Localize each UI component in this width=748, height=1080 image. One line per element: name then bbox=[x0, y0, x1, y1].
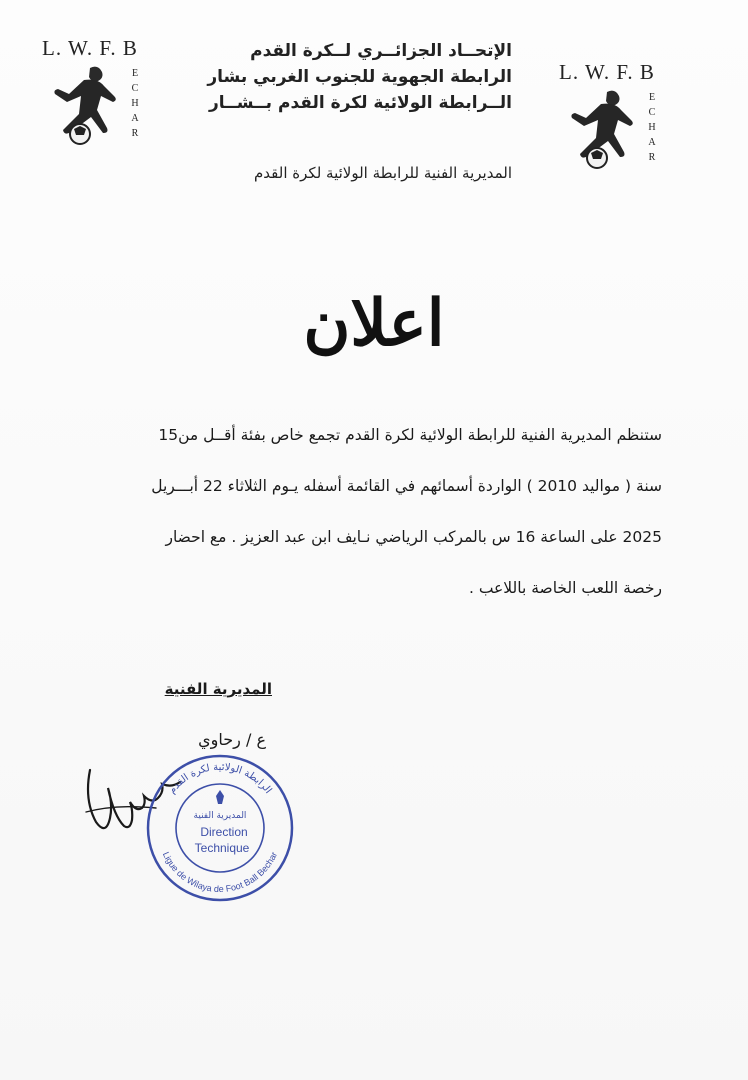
federation-name: الإتحــاد الجزائــري لــكرة القدم bbox=[250, 41, 512, 61]
announcement-body bbox=[70, 410, 662, 614]
stamp-outer-text: الرابطة الولائية لكرة القدم bbox=[166, 761, 274, 796]
signatory-name: ع / رحاوي bbox=[198, 730, 266, 749]
logo-title: L. W. F. B bbox=[559, 60, 655, 84]
logo-letter: H bbox=[648, 122, 656, 133]
stamp-inner-line1: Direction bbox=[200, 825, 248, 839]
regional-league-name: الرابطة الجهوية للجنوب الغربي بشار bbox=[207, 67, 512, 87]
wilaya-league-name: الــرابطة الولائية لكرة القدم بــشــار bbox=[208, 93, 512, 113]
body-line: 2025 على الساعة 16 س بالمركب الرياضي نـايف ابن عبد العزيز . مع احضار bbox=[165, 528, 662, 546]
logo-letters bbox=[647, 90, 657, 165]
logo-letter: C bbox=[648, 107, 656, 118]
letterhead bbox=[207, 38, 512, 116]
logo-letter: R bbox=[648, 152, 656, 163]
stamp-bottom-text: Ligue de Wilaya de Foot Ball Bechar bbox=[160, 850, 280, 895]
stamp-emblem-icon bbox=[216, 790, 224, 804]
logo-letter: A bbox=[131, 113, 139, 124]
logo-title: L. W. F. B bbox=[42, 36, 138, 60]
logo-letter: C bbox=[131, 83, 139, 94]
body-line: رخصة اللعب الخاصة باللاعب . bbox=[468, 579, 662, 597]
league-logo-right bbox=[553, 60, 673, 170]
logo-letter: E bbox=[648, 92, 656, 103]
footballer-icon bbox=[40, 62, 130, 146]
announcement-title: اعلان bbox=[303, 286, 445, 361]
body-line: ستنظم المديرية الفنية للرابطة الولائية لكرة القدم تجمع خاص بفئة أقــل من15 bbox=[158, 426, 662, 444]
logo-letter: A bbox=[648, 137, 656, 148]
technical-directorate-heading: المديرية الفنية للرابطة الولائية لكرة القدم bbox=[254, 164, 512, 182]
logo-letter: H bbox=[131, 98, 139, 109]
footballer-icon bbox=[557, 86, 647, 170]
league-logo-left bbox=[36, 36, 156, 146]
signing-department: المديرية الفنية bbox=[164, 680, 272, 698]
official-stamp bbox=[140, 748, 300, 908]
stamp-inner-arabic: المديرية الفنية bbox=[193, 811, 247, 821]
logo-letters bbox=[130, 66, 140, 141]
stamp-inner-line2: Technique bbox=[194, 841, 250, 855]
body-line: سنة ( مواليد 2010 ) الواردة أسمائهم في القائمة أسفله يـوم الثلاثاء 22 أبـــريل bbox=[151, 477, 662, 495]
logo-letter: E bbox=[131, 68, 139, 79]
logo-letter: R bbox=[131, 128, 139, 139]
